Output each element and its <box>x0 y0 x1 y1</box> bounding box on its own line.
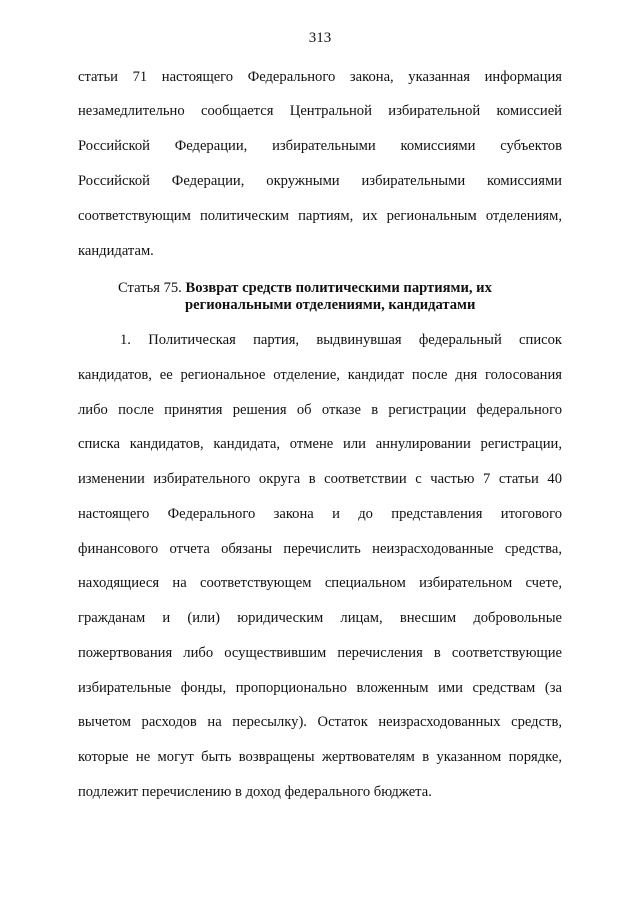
text-line: находящиеся на соответствующем специальном избирательном счете, <box>78 575 562 591</box>
text-line: гражданам и (или) юридическим лицам, внесшим добровольные <box>78 610 562 626</box>
text-line: финансового отчета обязаны перечислить неизрасходованные средства, <box>78 541 562 557</box>
text-line: вычетом расходов на пересылку). Остаток неизрасходованных средств, <box>78 714 562 730</box>
article-title-line-1: Возврат средств политическими партиями, их <box>185 280 492 296</box>
text-line: 1. Политическая партия, выдвинувшая федеральный список <box>120 332 562 348</box>
text-line: подлежит перечислению в доход федерального бюджета. <box>78 784 432 800</box>
text-line: пожертвования либо осуществившим перечисления в соответствующие <box>78 645 562 661</box>
text-line: изменении избирательного округа в соответствии с частью 7 статьи 40 <box>78 471 562 487</box>
text-line: кандидатам. <box>78 243 154 259</box>
text-line: которые не могут быть возвращены жертвователям в указанном порядке, <box>78 749 562 765</box>
text-line: настоящего Федерального закона и до представления итогового <box>78 506 562 522</box>
article-title-line-2: региональными отделениями, кандидатами <box>185 297 476 313</box>
text-line: списка кандидатов, кандидата, отмене или аннулировании регистрации, <box>78 436 562 452</box>
article-number: Статья 75. <box>118 280 182 296</box>
text-line: кандидатов, ее региональное отделение, кандидат после дня голосования <box>78 367 562 383</box>
text-line: либо после принятия решения об отказе в регистрации федерального <box>78 402 562 418</box>
text-line: Российской Федерации, избирательными комиссиями субъектов <box>78 138 562 154</box>
page-number: 313 <box>308 30 332 46</box>
text-line: незамедлительно сообщается Центральной избирательной комиссией <box>78 103 562 119</box>
text-line: Российской Федерации, окружными избирательными комиссиями <box>78 173 562 189</box>
text-line: избирательные фонды, пропорционально вложенным ими средствам (за <box>78 680 562 696</box>
text-line: статьи 71 настоящего Федерального закона, указанная информация <box>78 69 562 85</box>
text-line: соответствующим политическим партиям, их региональным отделениям, <box>78 208 562 224</box>
